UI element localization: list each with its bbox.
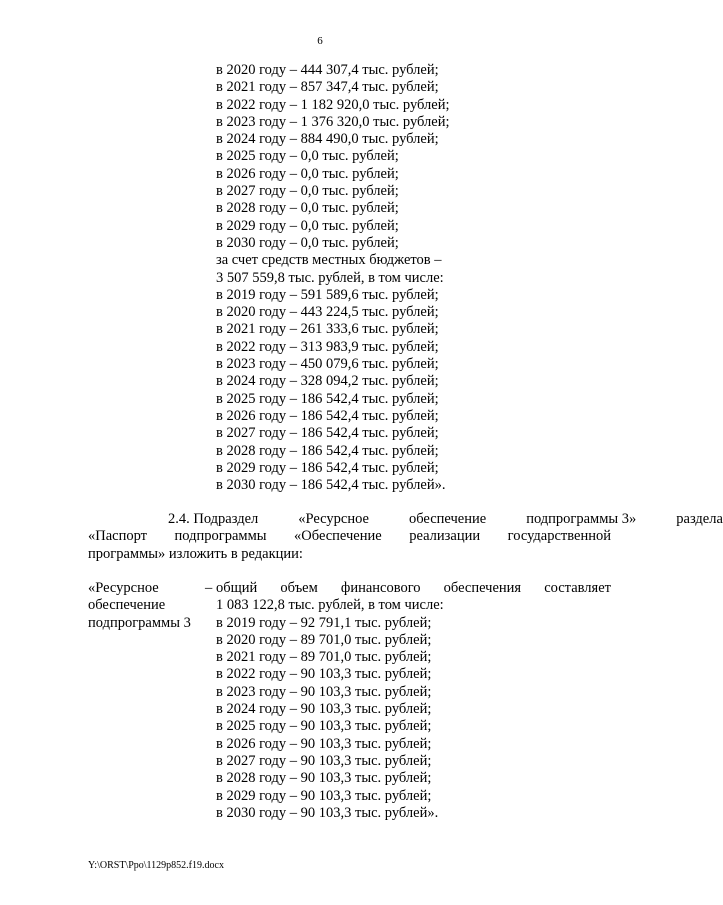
word: объем (280, 580, 318, 596)
amendment-paragraph (88, 511, 723, 563)
funding-line: в 2025 году – 186 542,4 тыс. рублей; (216, 390, 439, 407)
paragraph-line-1 (88, 511, 723, 528)
funding-line: в 2020 году – 443 224,5 тыс. рублей; (216, 304, 439, 321)
resource-funding-line: в 2024 году – 90 103,3 тыс. рублей; (216, 701, 432, 718)
word: реализации (409, 528, 481, 545)
word: раздела (676, 511, 723, 527)
resource-funding-line: в 2027 году – 90 103,3 тыс. рублей; (216, 752, 432, 769)
word: обеспечение (409, 511, 487, 527)
funding-line: в 2021 году – 261 333,6 тыс. рублей; (216, 321, 439, 338)
word: общий (216, 580, 258, 596)
funding-line: в 2030 году – 0,0 тыс. рублей; (216, 234, 399, 251)
resource-label (88, 580, 191, 632)
funding-line: в 2029 году – 186 542,4 тыс. рублей; (216, 459, 439, 476)
funding-line: в 2026 году – 186 542,4 тыс. рублей; (216, 407, 439, 424)
funding-line: в 2026 году – 0,0 тыс. рублей; (216, 165, 399, 182)
word: 2.4. Подраздел (168, 511, 259, 527)
funding-line: в 2024 году – 884 490,0 тыс. рублей; (216, 131, 439, 148)
resource-content (216, 580, 611, 822)
funding-line: в 2028 году – 0,0 тыс. рублей; (216, 200, 399, 217)
funding-line: в 2025 году – 0,0 тыс. рублей; (216, 148, 399, 165)
resource-funding-line: в 2026 году – 90 103,3 тыс. рублей; (216, 735, 432, 752)
funding-line: в 2024 году – 328 094,2 тыс. рублей; (216, 373, 439, 390)
resource-funding-line: в 2019 году – 92 791,1 тыс. рублей; (216, 614, 432, 631)
funding-line: в 2023 году – 1 376 320,0 тыс. рублей; (216, 113, 450, 130)
word: государственной (507, 528, 611, 545)
page-number: 6 (317, 35, 323, 47)
funding-line: в 2022 году – 313 983,9 тыс. рублей; (216, 338, 439, 355)
resource-funding-line: в 2025 году – 90 103,3 тыс. рублей; (216, 718, 432, 735)
word: «Обеспечение (294, 528, 382, 545)
funding-line: в 2023 году – 450 079,6 тыс. рублей; (216, 356, 439, 373)
funding-list-top (0, 62, 450, 494)
word: подпрограммы (174, 528, 267, 545)
resource-funding-line: в 2022 году – 90 103,3 тыс. рублей; (216, 666, 432, 683)
paragraph-line-2 (88, 528, 611, 545)
word: финансового (340, 580, 421, 596)
funding-line: за счет средств местных бюджетов – (216, 252, 442, 269)
resource-label-line: подпрограммы 3 (88, 614, 191, 631)
resource-funding-line: в 2029 году – 90 103,3 тыс. рублей; (216, 787, 432, 804)
word: обеспечения (443, 580, 522, 596)
paragraph-line-3: программы» изложить в редакции: (88, 545, 303, 562)
funding-line: в 2019 году – 591 589,6 тыс. рублей; (216, 286, 439, 303)
resource-first-line (216, 580, 611, 597)
resource-label-line: «Ресурсное (88, 580, 159, 596)
resource-funding-line: в 2028 году – 90 103,3 тыс. рублей; (216, 770, 432, 787)
resource-funding-line: в 2023 году – 90 103,3 тыс. рублей; (216, 683, 432, 700)
word: подпрограммы 3» (526, 511, 637, 527)
funding-line: в 2020 году – 444 307,4 тыс. рублей; (216, 62, 439, 78)
funding-line: в 2021 году – 857 347,4 тыс. рублей; (216, 79, 439, 96)
file-path-footer: Y:\ORST\Ppo\1129p852.f19.docx (88, 860, 224, 871)
word: составляет (544, 580, 611, 596)
funding-line: 3 507 559,8 тыс. рублей, в том числе: (216, 269, 444, 286)
funding-line: в 2028 году – 186 542,4 тыс. рублей; (216, 442, 439, 459)
funding-line: в 2027 году – 0,0 тыс. рублей; (216, 183, 399, 200)
resource-funding-line: в 2021 году – 89 701,0 тыс. рублей; (216, 649, 432, 666)
resource-funding-line: 1 083 122,8 тыс. рублей, в том числе: (216, 597, 444, 614)
funding-line: в 2027 году – 186 542,4 тыс. рублей; (216, 425, 439, 442)
funding-line: в 2030 году – 186 542,4 тыс. рублей». (216, 477, 446, 494)
funding-line: в 2022 году – 1 182 920,0 тыс. рублей; (216, 96, 450, 113)
resource-funding-line: в 2020 году – 89 701,0 тыс. рублей; (216, 631, 432, 648)
word: «Паспорт (88, 528, 147, 545)
word: «Ресурсное (298, 511, 369, 527)
funding-line: в 2029 году – 0,0 тыс. рублей; (216, 217, 399, 234)
resource-dash: – (205, 580, 213, 596)
resource-funding-line: в 2030 году – 90 103,3 тыс. рублей». (216, 804, 439, 821)
resource-label-line: обеспечение (88, 597, 166, 614)
